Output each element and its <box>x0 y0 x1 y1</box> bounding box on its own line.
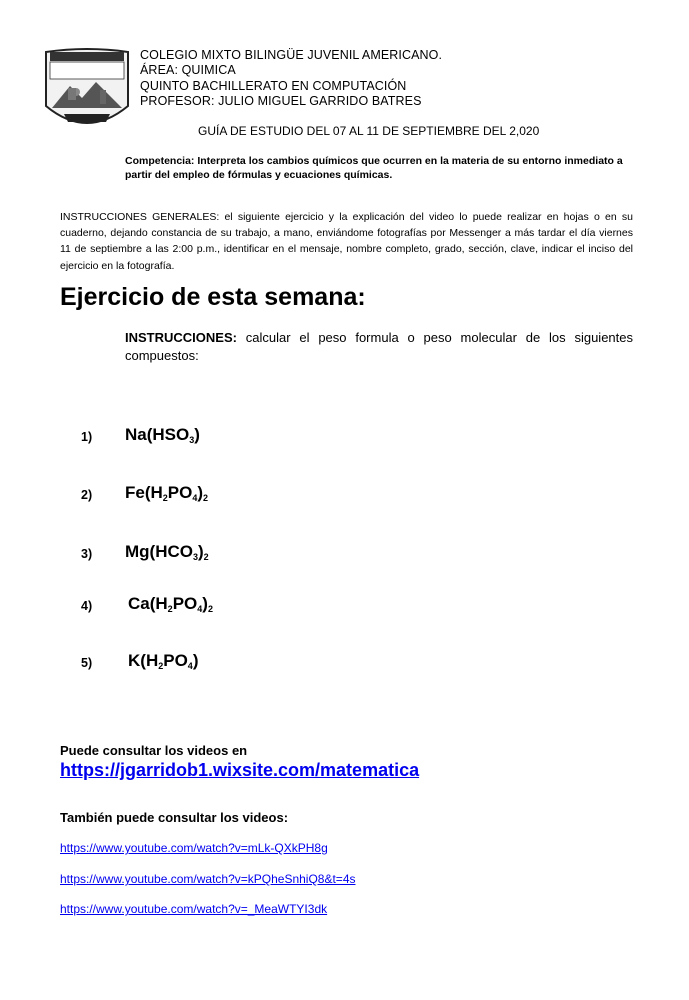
school-crest-logo <box>40 48 134 132</box>
instructions-label: INSTRUCCIONES: <box>125 330 237 345</box>
youtube-link-1[interactable]: https://www.youtube.com/watch?v=mLk-QXkPH8g <box>60 841 328 855</box>
general-instructions: INSTRUCCIONES GENERALES: el siguiente ejercicio y la explicación del video lo puede realizar en hojas o en su cuaderno, dejando constancia de su trabajo, a mano, enviándome fotografías por Messenger a más tardar el día viernes 11 de septiembre a las 2:00 p.m., identificar en el mensaje, nombre completo, grado, sección, clave, indicar el inciso del ejercicio en la fotografía. <box>60 211 633 272</box>
exercise-number: 3) <box>81 547 93 561</box>
grade-level: QUINTO BACHILLERATO EN COMPUTACIÓN <box>140 79 407 93</box>
school-name: COLEGIO MIXTO BILINGÜE JUVENIL AMERICANO. <box>140 48 443 62</box>
exercise-number: 4) <box>81 599 93 613</box>
chemical-formula: $K(H_2PO_4)$ <box>128 651 199 671</box>
youtube-link-2[interactable]: https://www.youtube.com/watch?v=kPQheSnhiQ8&t=4s <box>60 872 356 886</box>
videos-intro: Puede consultar los videos en <box>60 743 248 758</box>
exercise-instructions <box>125 329 633 365</box>
chemical-formula: $Mg(HCO_3)_2$ <box>125 542 209 562</box>
teacher-name: PROFESOR: JULIO MIGUEL GARRIDO BATRES <box>140 94 422 108</box>
chemical-formula: $Fe(H_2PO_4)_2$ <box>125 483 209 503</box>
youtube-link-3[interactable]: https://www.youtube.com/watch?v=_MeaWTYI3dk <box>60 902 328 916</box>
exercise-title: Ejercicio de esta semana: <box>60 283 366 311</box>
instructions-text: calcular el peso formula o peso molecular de los siguientes compuestos: <box>125 330 633 363</box>
also-videos-label: También puede consultar los videos: <box>60 810 289 825</box>
exercise-number: 2) <box>81 488 93 502</box>
chemical-formula: $Ca(H_2PO_4)_2$ <box>128 594 213 614</box>
exercise-number: 1) <box>81 430 93 444</box>
competencia-text: Competencia: Interpreta los cambios químicos que ocurren en la materia de su entorno inmediato a partir del empleo de fórmulas y ecuaciones químicas. <box>125 155 623 181</box>
subject-area: ÁREA: QUIMICA <box>140 63 236 77</box>
main-video-link[interactable]: https://jgarridob1.wixsite.com/matematica <box>60 760 420 780</box>
exercise-number: 5) <box>81 656 93 670</box>
chemical-formula: $Na(HSO_3)$ <box>125 425 200 445</box>
guide-title: GUÍA DE ESTUDIO DEL 07 AL 11 DE SEPTIEMBRE DEL 2,020 <box>198 124 540 138</box>
